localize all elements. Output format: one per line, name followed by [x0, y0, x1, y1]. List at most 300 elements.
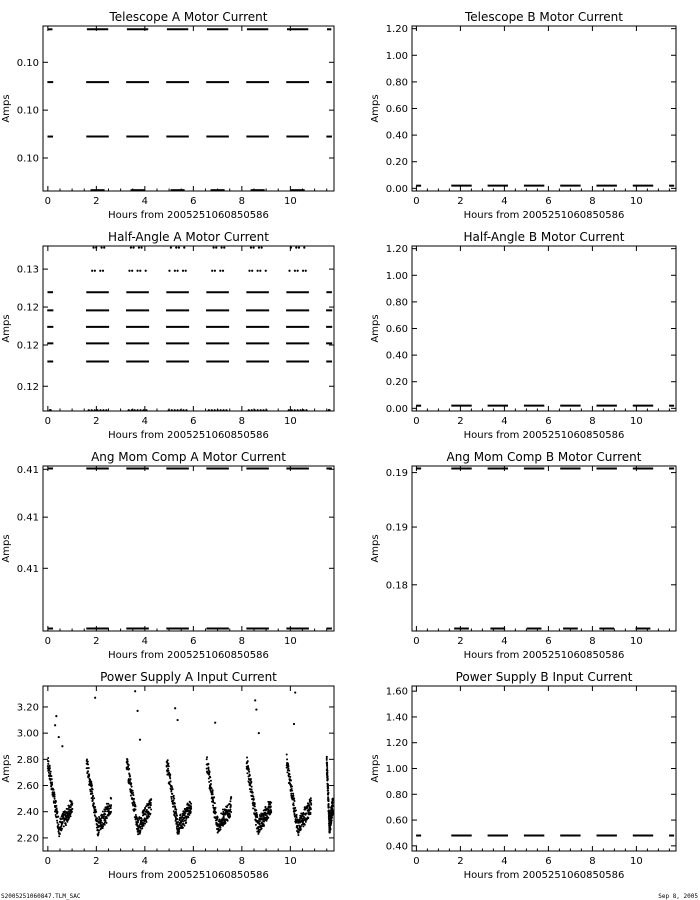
data-point	[110, 798, 112, 800]
data-point	[292, 794, 294, 796]
outlier-point	[214, 722, 216, 724]
data-point	[212, 793, 214, 795]
data-point	[63, 825, 65, 827]
data-point	[307, 817, 309, 819]
y-tick-label: 0.18	[385, 580, 408, 592]
data-point	[71, 803, 73, 805]
data-point	[182, 270, 184, 272]
data-point	[95, 811, 97, 813]
data-point	[167, 759, 169, 761]
data-point	[224, 814, 226, 816]
data-point	[310, 804, 312, 806]
data-point	[261, 828, 263, 830]
data-point	[167, 762, 169, 764]
x-tick-label: 10	[283, 416, 297, 427]
chart-title: Half-Angle B Motor Current	[463, 230, 625, 244]
data-point	[56, 822, 58, 824]
data-point	[127, 766, 129, 768]
data-point	[104, 810, 106, 812]
plot-frame	[43, 26, 334, 191]
data-point	[94, 409, 96, 411]
data-point	[136, 818, 138, 820]
x-tick-label: 2	[93, 856, 100, 867]
data-point	[270, 805, 272, 807]
data-point	[327, 775, 329, 777]
data-point	[71, 811, 73, 813]
data-point	[139, 409, 141, 411]
data-point	[102, 827, 104, 829]
outlier-point	[176, 719, 178, 721]
data-point	[327, 778, 329, 780]
data-point	[54, 798, 56, 800]
data-point	[294, 812, 296, 814]
x-axis-label: Hours from 2005251060850586	[108, 430, 269, 441]
data-point	[288, 270, 290, 272]
data-point	[170, 796, 172, 798]
data-point	[186, 818, 188, 820]
data-point	[326, 770, 328, 772]
data-point	[55, 800, 57, 802]
data-point	[86, 759, 88, 761]
data-point	[289, 776, 291, 778]
data-point	[301, 824, 303, 826]
data-point	[214, 809, 216, 811]
chart-title: Power Supply A Input Current	[100, 670, 277, 684]
x-tick-label: 8	[589, 856, 596, 867]
data-point	[130, 247, 132, 249]
y-tick-label: 1.20	[385, 24, 408, 36]
data-point	[106, 817, 108, 819]
data-point	[183, 247, 185, 249]
data-point	[169, 773, 171, 775]
data-point	[176, 270, 178, 272]
data-point	[209, 771, 211, 773]
x-tick-label: 0	[413, 636, 420, 647]
x-tick-label: 4	[501, 636, 508, 647]
data-point	[266, 820, 268, 822]
data-point	[293, 804, 295, 806]
data-point	[215, 807, 217, 809]
y-tick-label: 0.00	[385, 183, 408, 195]
data-point	[101, 814, 103, 816]
data-point	[175, 247, 177, 249]
data-point	[210, 780, 212, 782]
data-point	[136, 270, 138, 272]
data-point	[267, 817, 269, 819]
data-point	[258, 831, 260, 833]
data-point	[230, 811, 232, 813]
data-point	[328, 798, 330, 800]
data-point	[222, 409, 224, 411]
data-point	[294, 409, 296, 411]
data-point	[250, 247, 252, 249]
data-point	[131, 270, 133, 272]
data-point	[105, 409, 107, 411]
data-point	[212, 799, 214, 801]
x-tick-label: 10	[630, 856, 643, 867]
data-point	[171, 793, 173, 795]
data-point	[182, 820, 184, 822]
data-point	[167, 770, 169, 772]
data-point	[327, 796, 329, 798]
data-point	[328, 800, 330, 802]
data-point	[57, 824, 59, 826]
data-point	[95, 808, 97, 810]
data-point	[167, 768, 169, 770]
data-point	[92, 789, 94, 791]
data-point	[143, 825, 145, 827]
outlier-point	[254, 699, 256, 701]
data-point	[51, 783, 53, 785]
chart-title: Power Supply B Input Current	[455, 670, 633, 684]
data-point	[212, 804, 214, 806]
y-tick-label: 0.80	[385, 789, 408, 801]
y-tick-label: 0.10	[16, 153, 39, 165]
x-axis-label: Hours from 2005251060850586	[108, 210, 269, 221]
y-axis-label: Amps	[370, 754, 381, 783]
data-point	[188, 805, 190, 807]
data-point	[220, 826, 222, 828]
data-point	[139, 826, 141, 828]
chart-title: Ang Mom Comp B Motor Current	[446, 450, 642, 464]
data-point	[332, 798, 334, 800]
outlier-point	[139, 739, 141, 741]
data-point	[286, 758, 288, 760]
data-point	[136, 409, 138, 411]
data-point	[221, 247, 223, 249]
data-point	[99, 270, 101, 272]
data-point	[298, 247, 300, 249]
data-point	[182, 409, 184, 411]
data-point	[252, 807, 254, 809]
data-point	[291, 409, 293, 411]
data-point	[327, 790, 329, 792]
x-tick-label: 6	[545, 416, 552, 427]
data-point	[100, 819, 102, 821]
x-tick-label: 10	[283, 856, 297, 867]
data-point	[305, 409, 307, 411]
data-point	[214, 409, 216, 411]
data-point	[329, 831, 331, 833]
data-point	[149, 813, 151, 815]
outlier-point	[136, 710, 138, 712]
data-point	[213, 796, 215, 798]
x-tick-label: 0	[413, 856, 420, 867]
data-point	[252, 796, 254, 798]
data-point	[254, 805, 256, 807]
data-point	[252, 792, 254, 794]
data-point	[253, 247, 255, 249]
x-tick-label: 6	[190, 856, 197, 867]
data-point	[102, 409, 104, 411]
data-point	[88, 767, 90, 769]
y-axis-label: Amps	[370, 314, 381, 343]
footer-date: Sep 8, 2005	[658, 893, 698, 900]
data-point	[185, 821, 187, 823]
data-point	[331, 819, 333, 821]
data-point	[190, 803, 192, 805]
x-tick-label: 6	[545, 636, 552, 647]
y-axis-label: Amps	[1, 754, 12, 783]
data-point	[177, 821, 179, 823]
data-point	[230, 796, 232, 798]
data-point	[134, 409, 136, 411]
x-tick-label: 10	[283, 636, 297, 647]
x-tick-label: 8	[238, 636, 246, 647]
data-point	[175, 812, 177, 814]
y-tick-label: 0.41	[16, 563, 39, 575]
data-point	[110, 804, 112, 806]
data-point	[262, 409, 264, 411]
data-point	[310, 808, 312, 810]
data-point	[211, 409, 213, 411]
data-point	[56, 807, 58, 809]
y-tick-label: 1.00	[385, 270, 408, 282]
data-point	[215, 811, 217, 813]
data-point	[255, 809, 257, 811]
x-tick-label: 10	[630, 636, 643, 647]
plot-frame	[412, 26, 676, 191]
data-point	[247, 760, 249, 762]
data-point	[218, 818, 220, 820]
data-point	[332, 812, 334, 814]
y-tick-label: 0.00	[385, 403, 408, 415]
data-point	[291, 790, 293, 792]
y-tick-label: 1.00	[385, 50, 408, 62]
data-point	[169, 777, 171, 779]
data-point	[55, 814, 57, 816]
data-point	[288, 770, 290, 772]
y-tick-label: 0.80	[385, 77, 408, 89]
data-point	[178, 831, 180, 833]
data-point	[296, 817, 298, 819]
outlier-point	[255, 708, 257, 710]
data-point	[259, 409, 261, 411]
data-point	[227, 820, 229, 822]
data-point	[187, 816, 189, 818]
data-point	[255, 824, 257, 826]
x-tick-label: 2	[457, 636, 464, 647]
chart-title: Telescope B Motor Current	[464, 10, 624, 24]
y-tick-label: 2.60	[16, 781, 39, 793]
data-point	[93, 802, 95, 804]
data-point	[332, 800, 334, 802]
data-point	[219, 270, 221, 272]
data-point	[212, 247, 214, 249]
data-point	[246, 772, 248, 774]
data-point	[287, 765, 289, 767]
y-tick-label: 0.41	[16, 512, 39, 524]
data-point	[270, 802, 272, 804]
y-tick-label: 0.19	[385, 468, 408, 480]
chart-panel-2	[370, 10, 676, 221]
data-point	[330, 822, 332, 824]
data-point	[296, 814, 298, 816]
y-tick-label: 2.20	[16, 833, 39, 845]
data-point	[220, 828, 222, 830]
data-point	[206, 768, 208, 770]
data-point	[49, 767, 51, 769]
data-point	[211, 270, 213, 272]
y-axis-label: Amps	[1, 314, 12, 343]
data-point	[212, 789, 214, 791]
data-point	[149, 806, 151, 808]
x-axis-label: Hours from 2005251060850586	[463, 430, 625, 441]
data-point	[61, 828, 63, 830]
x-tick-label: 8	[589, 416, 596, 427]
data-point	[95, 816, 97, 818]
data-point	[295, 809, 297, 811]
data-point	[91, 409, 93, 411]
y-tick-label: 0.40	[385, 350, 408, 362]
data-point	[93, 797, 95, 799]
data-point	[70, 815, 72, 817]
data-point	[145, 270, 147, 272]
data-point	[100, 247, 102, 249]
data-point	[207, 768, 209, 770]
data-point	[171, 409, 173, 411]
data-point	[172, 788, 174, 790]
x-tick-label: 0	[413, 416, 420, 427]
data-point	[103, 815, 105, 817]
data-point	[56, 811, 58, 813]
data-point	[50, 409, 52, 411]
chart-panel-8	[370, 670, 676, 881]
data-point	[253, 798, 255, 800]
data-point	[97, 833, 99, 835]
data-point	[102, 811, 104, 813]
y-tick-label: 0.60	[385, 324, 408, 335]
data-point	[135, 814, 137, 816]
y-tick-label: 0.60	[385, 815, 408, 827]
data-point	[304, 824, 306, 826]
data-point	[132, 790, 134, 792]
data-point	[302, 270, 304, 272]
data-point	[217, 816, 219, 818]
x-tick-label: 8	[238, 416, 246, 427]
data-point	[229, 809, 231, 811]
data-point	[54, 796, 56, 798]
x-tick-label: 4	[141, 416, 149, 427]
x-tick-label: 2	[457, 856, 464, 867]
data-point	[211, 791, 213, 793]
data-point	[102, 270, 104, 272]
data-point	[230, 805, 232, 807]
data-point	[327, 792, 329, 794]
outlier-point	[174, 707, 176, 709]
data-point	[265, 270, 267, 272]
data-point	[70, 806, 72, 808]
data-point	[170, 780, 172, 782]
data-point	[168, 409, 170, 411]
plot-frame	[43, 466, 334, 631]
data-point	[50, 775, 52, 777]
data-point	[185, 270, 187, 272]
data-point	[168, 270, 170, 272]
data-point	[251, 789, 253, 791]
data-point	[128, 768, 130, 770]
x-tick-label: 4	[501, 856, 508, 867]
x-axis-label: Hours from 2005251060850586	[463, 870, 625, 881]
data-point	[49, 773, 51, 775]
data-point	[173, 795, 175, 797]
data-point	[217, 409, 219, 411]
data-point	[265, 409, 267, 411]
data-point	[98, 816, 100, 818]
data-point	[297, 270, 299, 272]
x-tick-label: 8	[589, 636, 596, 647]
x-tick-label: 8	[238, 856, 246, 867]
chart-panel-3	[1, 230, 334, 441]
data-point	[130, 795, 132, 797]
data-point	[226, 806, 228, 808]
data-point	[139, 270, 141, 272]
x-tick-label: 10	[630, 416, 643, 427]
x-tick-label: 6	[190, 196, 197, 207]
data-point	[174, 270, 176, 272]
data-point	[132, 247, 134, 249]
x-tick-label: 0	[44, 636, 52, 647]
data-point	[170, 247, 172, 249]
data-point	[132, 794, 134, 796]
data-point	[286, 771, 288, 773]
data-point	[293, 797, 295, 799]
data-point	[128, 409, 130, 411]
x-tick-label: 6	[545, 856, 552, 867]
chart-panel-1	[1, 10, 334, 221]
data-point	[130, 782, 132, 784]
y-tick-label: 0.40	[385, 130, 408, 142]
data-point	[91, 270, 93, 272]
data-point	[174, 806, 176, 808]
y-tick-label: 0.20	[385, 157, 408, 169]
data-point	[326, 756, 328, 758]
data-point	[96, 817, 98, 819]
data-point	[57, 816, 59, 818]
data-point	[56, 820, 58, 822]
data-point	[49, 765, 51, 767]
data-point	[290, 247, 292, 249]
data-point	[50, 771, 52, 773]
data-point	[92, 795, 94, 797]
data-point	[249, 775, 251, 777]
data-point	[141, 827, 143, 829]
data-point	[135, 805, 137, 807]
data-point	[53, 789, 55, 791]
data-point	[182, 827, 184, 829]
data-point	[328, 803, 330, 805]
data-point	[139, 830, 141, 832]
outlier-point	[94, 697, 96, 699]
data-point	[216, 818, 218, 820]
data-point	[208, 781, 210, 783]
data-point	[148, 816, 150, 818]
data-point	[302, 825, 304, 827]
data-point	[306, 807, 308, 809]
outlier-point	[293, 723, 295, 725]
data-point	[254, 409, 256, 411]
data-point	[308, 810, 310, 812]
data-point	[256, 816, 258, 818]
data-point	[185, 409, 187, 411]
data-point	[259, 820, 261, 822]
data-point	[261, 247, 263, 249]
plot-frame	[412, 466, 676, 631]
y-tick-label: 1.60	[385, 686, 408, 698]
data-point	[300, 828, 302, 830]
outlier-point	[54, 724, 56, 726]
data-point	[172, 800, 174, 802]
